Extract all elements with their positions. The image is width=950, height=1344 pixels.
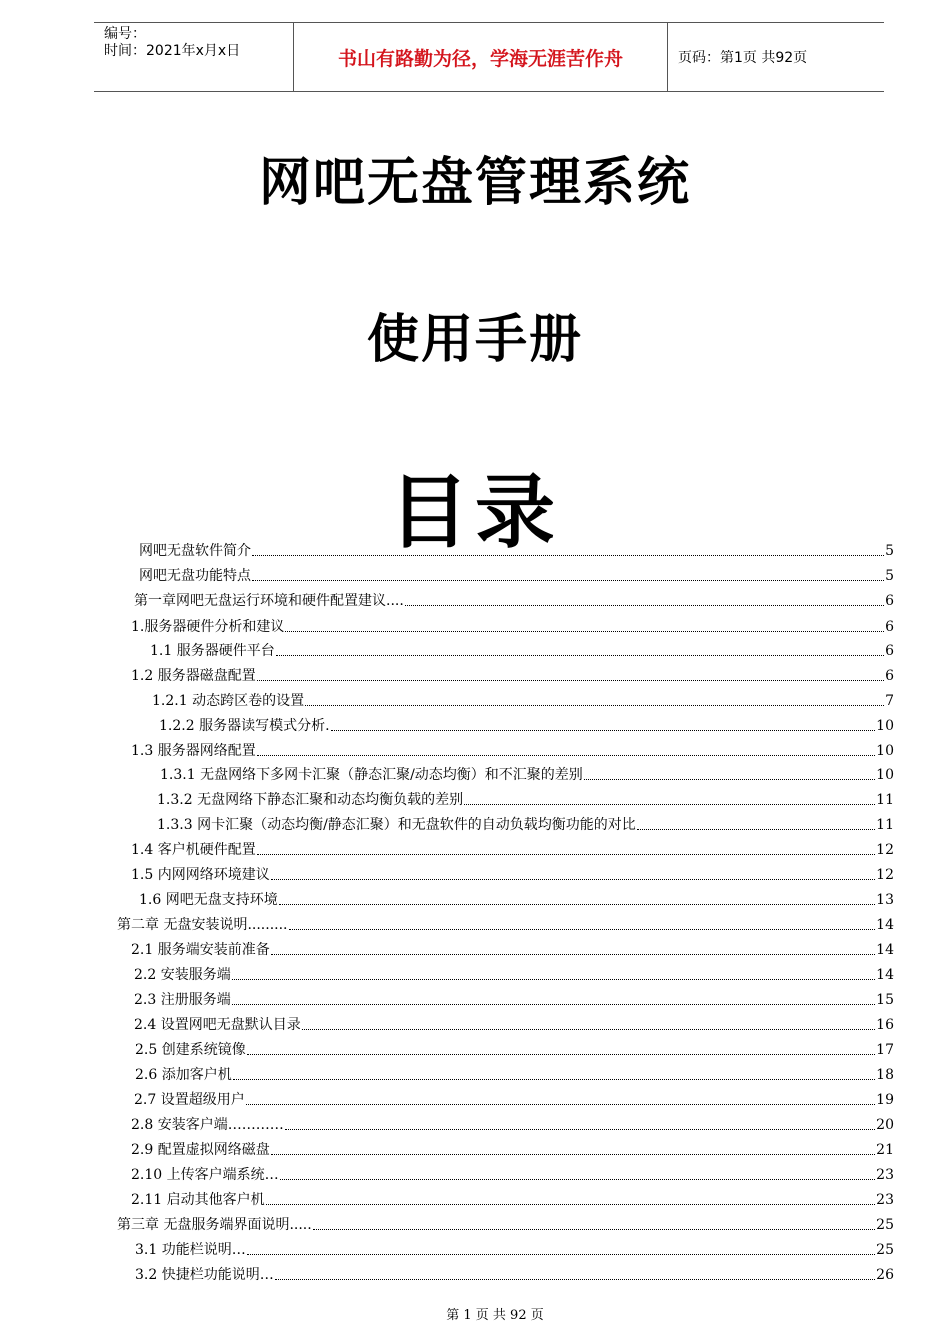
toc-entry-page: 14 — [876, 942, 894, 958]
toc-entry-label: 第二章 无盘安装说明......... — [117, 917, 288, 933]
toc-entry[interactable] — [135, 1062, 894, 1084]
toc-entry-page: 23 — [876, 1192, 894, 1208]
toc-leader-dots — [285, 631, 884, 632]
toc-entry[interactable] — [135, 1262, 894, 1284]
toc-entry[interactable] — [134, 1012, 894, 1034]
toc-entry-page: 12 — [876, 867, 894, 883]
toc-leader-dots — [246, 1104, 875, 1105]
toc-entry-label: 1.2.1 动态跨区卷的设置 — [152, 693, 305, 709]
toc-leader-dots — [302, 1029, 875, 1030]
toc-leader-dots — [247, 1254, 875, 1255]
toc-leader-dots — [271, 1154, 875, 1155]
toc-entry-page: 17 — [876, 1042, 894, 1058]
toc-entry-label: 第一章网吧无盘运行环境和硬件配置建议.... — [134, 593, 404, 609]
system-title: 网吧无盘管理系统 — [258, 153, 691, 213]
toc-entry-page: 21 — [876, 1142, 894, 1158]
toc-leader-dots — [266, 1204, 876, 1205]
toc-entry[interactable] — [139, 538, 894, 560]
toc-entry[interactable] — [131, 614, 894, 636]
toc-entry-page: 20 — [876, 1117, 894, 1133]
toc-entry-label: 网吧无盘功能特点 — [139, 568, 251, 584]
toc-entry-label: 1.4 客户机硬件配置 — [131, 842, 256, 858]
toc-entry-page: 11 — [876, 817, 894, 833]
toc-entry[interactable] — [131, 1187, 894, 1209]
toc-leader-dots — [305, 705, 884, 706]
toc-entry[interactable] — [131, 1162, 894, 1184]
toc-entry-label: 网吧无盘软件简介 — [139, 543, 251, 559]
toc-entry-label: 2.7 设置超级用户 — [134, 1092, 245, 1108]
toc-entry[interactable] — [157, 812, 894, 834]
toc-leader-dots — [464, 804, 875, 805]
toc-entry-page: 14 — [876, 967, 894, 983]
toc-entry-label: 2.9 配置虚拟网络磁盘 — [131, 1142, 270, 1158]
toc-entry-label: 2.10 上传客户端系统… — [131, 1167, 279, 1183]
toc-entry-label: 2.4 设置网吧无盘默认目录 — [134, 1017, 301, 1033]
toc-leader-dots — [247, 1054, 875, 1055]
toc-entry-page: 16 — [876, 1017, 894, 1033]
toc-entry[interactable] — [131, 1112, 894, 1134]
toc-leader-dots — [232, 979, 875, 980]
toc-entry[interactable] — [135, 1037, 894, 1059]
toc-heading: 目录 — [389, 466, 561, 559]
toc-entry[interactable] — [139, 563, 894, 585]
toc-leader-dots — [252, 555, 884, 556]
document-number-label: 编号： — [104, 26, 146, 42]
toc-entry-page: 14 — [876, 917, 894, 933]
toc-entry-page: 23 — [876, 1167, 894, 1183]
toc-entry-label: 第三章 无盘服务端界面说明..... — [117, 1217, 312, 1233]
toc-entry[interactable] — [131, 1137, 894, 1159]
toc-entry-label: 1.3.2 无盘网络下静态汇聚和动态均衡负载的差别 — [157, 792, 464, 808]
header-page-info: 页码：第1页 共92页 — [678, 50, 808, 66]
toc-entry-label: 2.5 创建系统镜像 — [135, 1042, 246, 1058]
toc-entry-label: 3.2 快捷栏功能说明… — [135, 1267, 274, 1283]
toc-entry-label: 1.5 内网网络环境建议 — [131, 867, 270, 883]
toc-entry-page: 6 — [885, 668, 894, 684]
toc-entry-page: 6 — [885, 619, 894, 635]
toc-entry-label: 1.3.3 网卡汇聚（动态均衡/静态汇聚）和无盘软件的自动负载均衡功能的对比 — [157, 817, 636, 833]
toc-entry[interactable] — [117, 912, 894, 934]
toc-entry-label: 2.1 服务端安装前准备 — [131, 942, 270, 958]
toc-entry-label: 1.6 网吧无盘支持环境 — [139, 892, 278, 908]
toc-entry[interactable] — [131, 862, 894, 884]
toc-leader-dots — [276, 655, 884, 656]
toc-entry-label: 1.1 服务器硬件平台 — [150, 643, 275, 659]
header-motto: 书山有路勤为径，学海无涯苦作舟 — [294, 23, 668, 91]
toc-entry-page: 26 — [876, 1267, 894, 1283]
toc-entry[interactable] — [150, 638, 894, 660]
toc-entry[interactable] — [157, 787, 894, 809]
toc-entry-page: 6 — [885, 593, 894, 609]
toc-entry[interactable] — [134, 987, 894, 1009]
toc-entry-page: 25 — [876, 1217, 894, 1233]
toc-leader-dots — [313, 1229, 875, 1230]
toc-leader-dots — [232, 1004, 875, 1005]
toc-entry-label: 1.服务器硬件分析和建议 — [131, 619, 285, 635]
toc-entry-page: 5 — [885, 543, 894, 559]
toc-leader-dots — [257, 854, 875, 855]
toc-entry[interactable] — [131, 837, 894, 859]
toc-entry-page: 15 — [876, 992, 894, 1008]
toc-entry-label: 1.3 服务器网络配置 — [131, 743, 256, 759]
toc-leader-dots — [584, 779, 875, 780]
toc-entry-page: 19 — [876, 1092, 894, 1108]
toc-leader-dots — [405, 605, 884, 606]
toc-entry[interactable] — [134, 1087, 894, 1109]
page-header — [94, 22, 884, 92]
toc-entry-page: 10 — [876, 743, 894, 759]
toc-entry[interactable] — [139, 887, 894, 909]
toc-entry[interactable] — [160, 762, 894, 784]
toc-entry-label: 3.1 功能栏说明… — [135, 1242, 246, 1258]
toc-entry[interactable] — [135, 1237, 894, 1259]
toc-leader-dots — [285, 1129, 875, 1130]
toc-entry-page: 11 — [876, 792, 894, 808]
toc-entry-label: 2.2 安装服务端 — [134, 967, 231, 983]
toc-entry-page: 12 — [876, 842, 894, 858]
toc-entry-page: 18 — [876, 1067, 894, 1083]
toc-leader-dots — [289, 929, 876, 930]
toc-entry-page: 7 — [885, 693, 894, 709]
toc-entry[interactable] — [134, 962, 894, 984]
toc-leader-dots — [275, 1279, 875, 1280]
toc-entry-page: 6 — [885, 643, 894, 659]
toc-leader-dots — [271, 879, 875, 880]
toc-entry[interactable] — [131, 738, 894, 760]
page-footer: 第 1 页 共 92 页 — [446, 1308, 544, 1323]
toc-entry[interactable] — [131, 937, 894, 959]
toc-entry[interactable] — [152, 688, 894, 710]
toc-entry-page: 5 — [885, 568, 894, 584]
toc-entry-label: 2.8 安装客户端………… — [131, 1117, 284, 1133]
toc-entry-page: 13 — [876, 892, 894, 908]
toc-leader-dots — [279, 904, 875, 905]
toc-entry-label: 2.11 启动其他客户机 — [131, 1192, 265, 1208]
toc-entry-page: 10 — [876, 718, 894, 734]
toc-leader-dots — [271, 954, 875, 955]
toc-leader-dots — [637, 829, 875, 830]
toc-entry[interactable] — [134, 588, 894, 610]
toc-leader-dots — [257, 755, 875, 756]
toc-entry[interactable] — [131, 663, 894, 685]
toc-entry[interactable] — [159, 713, 894, 735]
toc-leader-dots — [233, 1079, 875, 1080]
toc-leader-dots — [331, 730, 876, 731]
toc-leader-dots — [252, 580, 884, 581]
toc-entry-label: 1.2.2 服务器读写模式分析. — [159, 718, 330, 734]
toc-entry-page: 25 — [876, 1242, 894, 1258]
toc-entry-label: 2.3 注册服务端 — [134, 992, 231, 1008]
toc-leader-dots — [280, 1179, 876, 1180]
header-meta — [94, 23, 294, 91]
toc-entry-label: 2.6 添加客户机 — [135, 1067, 232, 1083]
toc-entry[interactable] — [117, 1212, 894, 1234]
toc-leader-dots — [257, 680, 884, 681]
toc-entry-label: 1.2 服务器磁盘配置 — [131, 668, 256, 684]
document-time-label: 时间：2021年x月x日 — [104, 43, 241, 59]
toc-entry-label: 1.3.1 无盘网络下多网卡汇聚（静态汇聚/动态均衡）和不汇聚的差别 — [160, 767, 583, 783]
toc-entry-page: 10 — [876, 767, 894, 783]
manual-title: 使用手册 — [366, 310, 583, 370]
